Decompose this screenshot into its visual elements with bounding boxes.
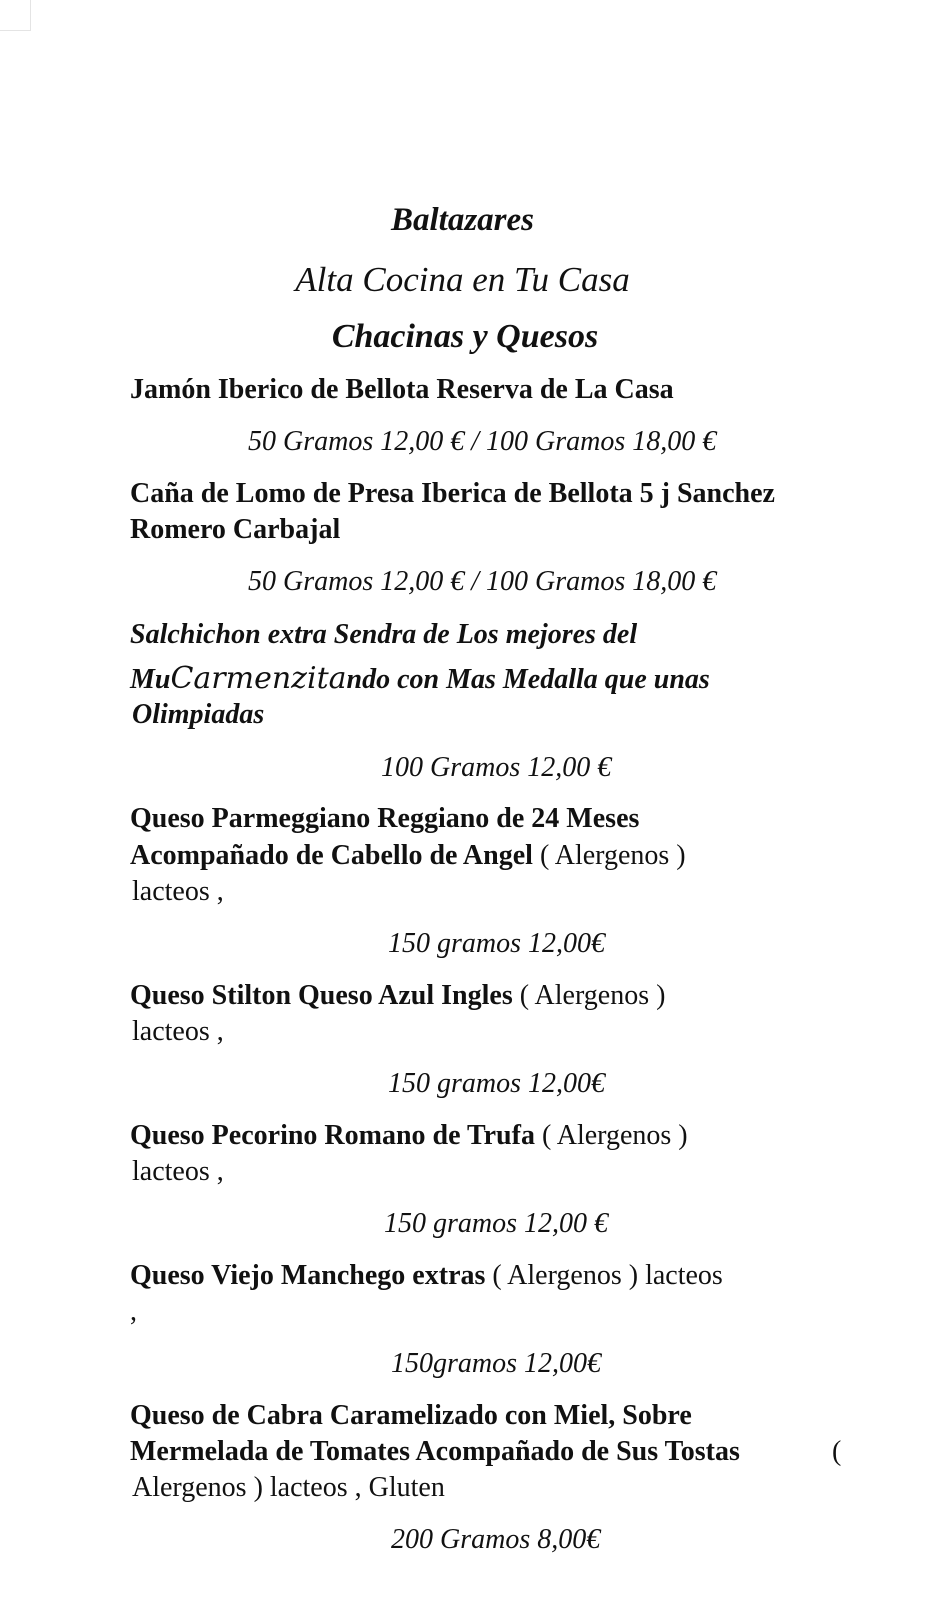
- menu-item-price: 100 Gramos 12,00 €: [381, 752, 612, 783]
- menu-item-name: [130, 980, 665, 1012]
- allergen-list: Alergenos ) lacteos , Gluten: [132, 1472, 445, 1503]
- name-fragment: Acompañado de Cabello de Angel: [130, 840, 533, 871]
- menu-item-price: 150 gramos 12,00€: [388, 1068, 606, 1099]
- menu-item-name: Queso de Cabra Caramelizado con Miel, Sobre: [130, 1400, 692, 1431]
- allergen-label: ( Alergenos ): [512, 980, 666, 1011]
- menu-item-price: 50 Gramos 12,00 € / 100 Gramos 18,00 €: [248, 426, 717, 457]
- allergen-list: lacteos ,: [132, 1156, 224, 1187]
- restaurant-tagline: Alta Cocina en Tu Casa: [295, 260, 630, 299]
- menu-item-name-cont: [130, 840, 686, 872]
- menu-item-name-cont: Romero Carbajal: [130, 514, 341, 545]
- name-fragment: Mu: [130, 664, 171, 695]
- menu-item-name-cont: Olimpiadas: [132, 699, 265, 730]
- menu-item-price: 150gramos 12,00€: [391, 1348, 602, 1379]
- name-fragment: Queso Stilton Queso Azul Ingles: [130, 980, 513, 1011]
- allergen-label: ( Alergenos ): [532, 840, 686, 871]
- name-fragment: Queso Pecorino Romano de Trufa: [130, 1120, 535, 1151]
- menu-item-name: Caña de Lomo de Presa Iberica de Bellota 5 j Sanchez: [130, 478, 775, 509]
- menu-item-name: [130, 1120, 688, 1152]
- section-title: Chacinas y Quesos: [331, 318, 599, 355]
- overlay-text: Carmenzita: [170, 661, 347, 696]
- allergen-list: lacteos ,: [132, 876, 224, 907]
- page-corner: [0, 0, 31, 31]
- menu-item-price: 200 Gramos 8,00€: [391, 1524, 601, 1555]
- allergen-list: lacteos ,: [132, 1016, 224, 1047]
- menu-item-name-cont: [130, 661, 710, 696]
- menu-item-name-cont: Mermelada de Tomates Acompañado de Sus Tostas: [130, 1436, 740, 1467]
- menu-item-price: 150 gramos 12,00 €: [384, 1208, 609, 1239]
- menu-item-price: 150 gramos 12,00€: [388, 928, 606, 959]
- name-fragment: ndo con Mas Medalla que unas: [346, 664, 710, 695]
- menu-item-name: [130, 1260, 723, 1292]
- menu-item-name: Queso Parmeggiano Reggiano de 24 Meses: [130, 803, 640, 834]
- menu-item-price: 50 Gramos 12,00 € / 100 Gramos 18,00 €: [248, 566, 717, 597]
- restaurant-name: Baltazares: [390, 202, 535, 238]
- name-fragment: Queso Viejo Manchego extras: [130, 1260, 486, 1291]
- menu-item-name: Salchichon extra Sendra de Los mejores del: [130, 619, 638, 650]
- allergen-list: ,: [130, 1296, 137, 1327]
- allergen-label: ( Alergenos ) lacteos: [485, 1260, 723, 1291]
- allergen-label: ( Alergenos ): [534, 1120, 688, 1151]
- menu-item-name: Jamón Iberico de Bellota Reserva de La Casa: [130, 374, 674, 405]
- allergen-label: (: [832, 1436, 842, 1467]
